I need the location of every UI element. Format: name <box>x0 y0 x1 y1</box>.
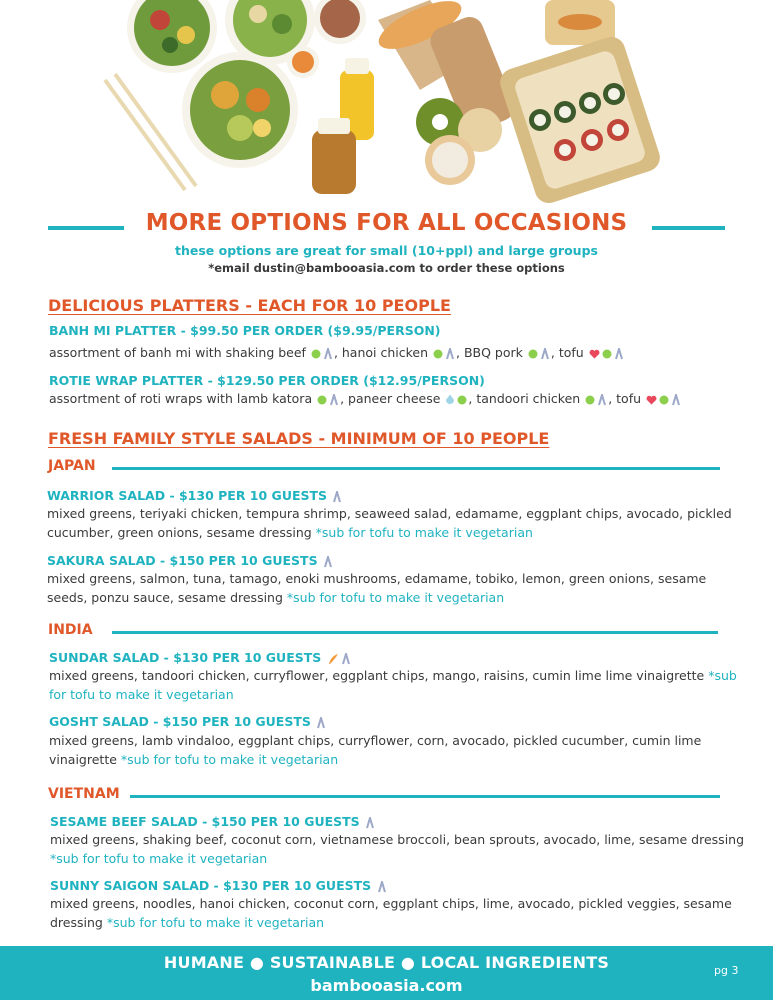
sundar-salad-title <box>49 650 352 665</box>
sundar-salad-desc <box>49 666 749 704</box>
gluten-free-icon <box>540 348 550 360</box>
gluten-free-icon <box>329 394 339 406</box>
region-divider-vietnam <box>130 795 720 798</box>
veg-note: *sub for tofu to make it vegetarian <box>50 851 268 866</box>
green-dot-icon <box>457 395 467 405</box>
banh-mi-opt4: , tofu <box>550 345 584 360</box>
footer-tagline: HUMANE ● SUSTAINABLE ● LOCAL INGREDIENTS <box>163 953 610 972</box>
roti-platter-desc <box>49 389 749 408</box>
gluten-free-icon <box>614 348 624 360</box>
region-india: INDIA <box>48 622 93 638</box>
page-subtitle: these options are great for small (10+ppl) and large groups <box>175 243 598 258</box>
footer-website-link[interactable]: bambooasia.com <box>310 976 463 995</box>
page-number: pg 3 <box>714 964 739 977</box>
gosht-salad-title <box>49 714 327 729</box>
veg-note: *sub for tofu to make it vegetarian <box>106 915 325 930</box>
green-dot-icon <box>659 395 669 405</box>
veg-note: *sub for tofu to make it vegetarian <box>120 752 339 767</box>
region-japan: JAPAN <box>48 458 96 474</box>
green-dot-icon <box>433 349 443 359</box>
green-dot-icon <box>311 349 321 359</box>
title-divider-right <box>652 226 725 230</box>
gluten-free-icon <box>671 394 681 406</box>
gluten-free-icon <box>341 653 351 665</box>
section-title-salads: FRESH FAMILY STYLE SALADS - MINIMUM OF 10 PEOPLE <box>48 429 550 448</box>
heart-icon <box>646 395 657 405</box>
gosht-salad-desc <box>49 731 749 769</box>
warrior-salad-desc-text: mixed greens, teriyaki chicken, tempura shrimp, seaweed salad, edamame, eggplant chips, avocado, pickled cucumber, green onions, sesame dressing <box>47 506 732 540</box>
gluten-free-icon <box>445 348 455 360</box>
gosht-salad-desc-text: mixed greens, lamb vindaloo, eggplant chips, curryflower, corn, avocado, pickled cucumber, cumin lime vinaigrette <box>49 733 702 767</box>
banh-mi-opt3: , BBQ pork <box>456 345 523 360</box>
region-vietnam: VIETNAM <box>48 786 120 802</box>
hero-food-photo <box>0 0 773 205</box>
sesame-beef-salad-desc <box>50 830 750 868</box>
banh-mi-platter-title: BANH MI PLATTER - $99.50 PER ORDER ($9.95/PERSON) <box>49 323 441 338</box>
sakura-salad-desc <box>47 569 747 607</box>
region-divider-india <box>112 631 718 634</box>
gluten-free-icon <box>323 556 333 568</box>
email-note: *email dustin@bambooasia.com to order these options <box>208 261 565 275</box>
sundar-salad-title-text: SUNDAR SALAD - $130 PER 10 GUESTS <box>49 650 322 665</box>
page-title: MORE OPTIONS FOR ALL OCCASIONS <box>145 210 628 236</box>
veg-note: *sub for tofu to make it vegetarian <box>49 668 737 702</box>
sundar-salad-desc-text: mixed greens, tandoori chicken, curryflower, eggplant chips, mango, raisins, cumin lime lime vinaigrette <box>49 668 705 683</box>
sesame-beef-salad-title-text: SESAME BEEF SALAD - $150 PER 10 GUESTS <box>50 814 360 829</box>
dairy-drop-icon <box>445 394 455 405</box>
gluten-free-icon <box>323 348 333 360</box>
green-dot-icon <box>528 349 538 359</box>
sesame-beef-salad-desc-text: mixed greens, shaking beef, coconut corn, vietnamese broccoli, bean sprouts, avocado, lime, sesame dressing <box>50 832 745 847</box>
footer-banner <box>0 946 773 1000</box>
warrior-salad-desc <box>47 504 747 542</box>
sakura-salad-title-text: SAKURA SALAD - $150 PER 10 GUESTS <box>47 553 318 568</box>
sunny-saigon-salad-desc <box>50 894 750 932</box>
gluten-free-icon <box>377 881 387 893</box>
sunny-saigon-salad-desc-text: mixed greens, noodles, hanoi chicken, coconut corn, eggplant chips, lime, avocado, pickled veggies, sesame dressing <box>50 896 732 930</box>
roti-opt2: , paneer cheese <box>340 391 441 406</box>
roti-opt4: , tofu <box>608 391 642 406</box>
heart-icon <box>589 349 600 359</box>
gluten-free-icon <box>365 817 375 829</box>
banh-mi-opt2: , hanoi chicken <box>333 345 429 360</box>
sakura-salad-title <box>47 553 334 568</box>
green-dot-icon <box>317 395 327 405</box>
banh-mi-platter-desc <box>49 343 749 362</box>
veg-note: *sub for tofu to make it vegetarian <box>315 525 533 540</box>
veg-note: *sub for tofu to make it vegetarian <box>286 590 505 605</box>
sakura-salad-desc-text: mixed greens, salmon, tuna, tamago, enoki mushrooms, edamame, tobiko, lemon, green onions, sesame seeds, ponzu sauce, sesame dressing <box>47 571 707 605</box>
gluten-free-icon <box>316 717 326 729</box>
sunny-saigon-salad-title <box>50 878 388 893</box>
green-dot-icon <box>585 395 595 405</box>
sunny-saigon-salad-title-text: SUNNY SAIGON SALAD - $130 PER 10 GUESTS <box>50 878 372 893</box>
banh-mi-lead: assortment of banh mi with shaking beef <box>49 345 306 360</box>
green-dot-icon <box>602 349 612 359</box>
section-title-platters: DELICIOUS PLATTERS - EACH FOR 10 PEOPLE <box>48 296 451 315</box>
roti-platter-title: ROTIE WRAP PLATTER - $129.50 PER ORDER ($12.95/PERSON) <box>49 373 485 388</box>
region-divider-japan <box>112 467 720 470</box>
roti-lead: assortment of roti wraps with lamb katora <box>49 391 313 406</box>
gosht-salad-title-text: GOSHT SALAD - $150 PER 10 GUESTS <box>49 714 311 729</box>
title-row <box>0 210 773 246</box>
spicy-icon <box>327 653 339 665</box>
gluten-free-icon <box>332 491 342 503</box>
sesame-beef-salad-title <box>50 814 376 829</box>
gluten-free-icon <box>597 394 607 406</box>
warrior-salad-title <box>47 488 343 503</box>
roti-opt3: , tandoori chicken <box>468 391 581 406</box>
warrior-salad-title-text: WARRIOR SALAD - $130 PER 10 GUESTS <box>47 488 328 503</box>
